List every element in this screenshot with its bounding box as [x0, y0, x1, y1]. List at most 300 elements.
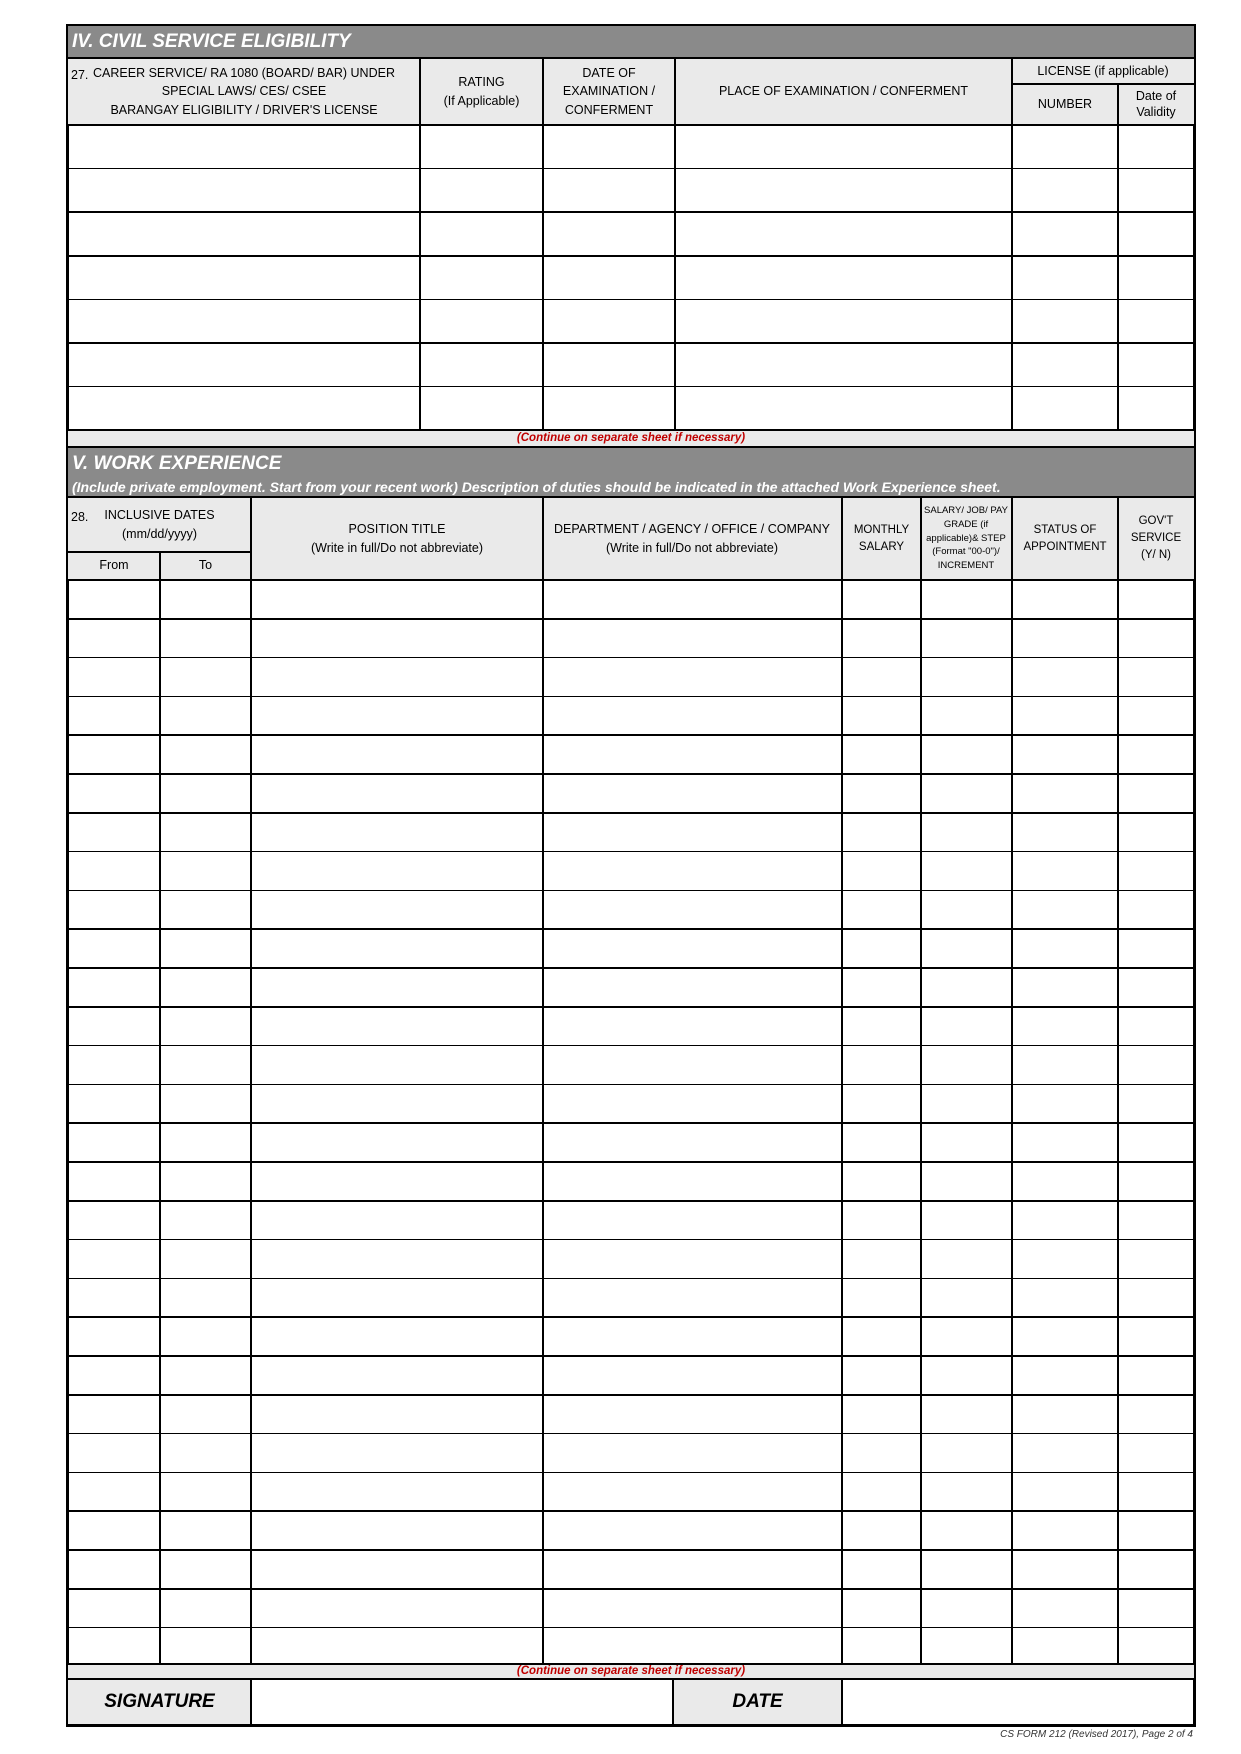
work-experience-cell[interactable] — [921, 1511, 1012, 1550]
work-experience-cell[interactable] — [251, 735, 543, 774]
work-experience-cell[interactable] — [1118, 1123, 1195, 1162]
work-experience-cell[interactable] — [842, 968, 921, 1007]
work-experience-cell[interactable] — [67, 1123, 160, 1162]
eligibility-cell[interactable] — [1118, 387, 1195, 431]
work-experience-cell[interactable] — [160, 1123, 251, 1162]
work-experience-cell[interactable] — [543, 1472, 842, 1511]
eligibility-cell[interactable] — [543, 256, 675, 300]
work-experience-cell[interactable] — [842, 1046, 921, 1085]
work-experience-cell[interactable] — [543, 929, 842, 968]
work-experience-cell[interactable] — [1118, 929, 1195, 968]
eligibility-cell[interactable] — [675, 169, 1012, 213]
work-experience-cell[interactable] — [921, 1550, 1012, 1589]
work-experience-cell[interactable] — [921, 774, 1012, 813]
eligibility-cell[interactable] — [420, 212, 543, 256]
work-experience-cell[interactable] — [543, 1240, 842, 1279]
work-experience-cell[interactable] — [921, 1434, 1012, 1473]
work-experience-cell[interactable] — [543, 1046, 842, 1085]
work-experience-cell[interactable] — [1012, 890, 1118, 929]
work-experience-cell[interactable] — [1012, 1395, 1118, 1434]
grade-line-4: (Format "00-0")/ — [932, 546, 1000, 558]
work-experience-cell[interactable] — [842, 813, 921, 852]
work-experience-cell[interactable] — [1118, 1007, 1195, 1046]
work-experience-cell[interactable] — [251, 658, 543, 697]
work-experience-cell[interactable] — [160, 929, 251, 968]
work-experience-cell[interactable] — [1118, 1511, 1195, 1550]
work-experience-cell[interactable] — [67, 1240, 160, 1279]
grade-line-5: INCREMENT — [937, 560, 995, 572]
work-experience-cell[interactable] — [1012, 619, 1118, 658]
work-experience-cell[interactable] — [921, 1162, 1012, 1201]
work-experience-cell[interactable] — [251, 1278, 543, 1317]
work-experience-cell[interactable] — [67, 1395, 160, 1434]
grid-line-h — [67, 1394, 1195, 1396]
work-experience-cell[interactable] — [1012, 1278, 1118, 1317]
work-experience-cell[interactable] — [251, 852, 543, 891]
work-experience-cell[interactable] — [543, 774, 842, 813]
work-experience-cell[interactable] — [251, 580, 543, 619]
work-experience-cell[interactable] — [842, 1628, 921, 1667]
work-experience-cell[interactable] — [160, 1084, 251, 1123]
work-experience-cell[interactable] — [921, 1628, 1012, 1667]
work-experience-cell[interactable] — [1118, 813, 1195, 852]
work-experience-cell[interactable] — [543, 1162, 842, 1201]
department-line-1: DEPARTMENT / AGENCY / OFFICE / COMPANY — [554, 522, 830, 537]
work-experience-cell[interactable] — [160, 774, 251, 813]
work-experience-cell[interactable] — [921, 1278, 1012, 1317]
grid-line-h — [67, 386, 1195, 388]
work-experience-cell[interactable] — [1118, 1201, 1195, 1240]
work-experience-cell[interactable] — [842, 1201, 921, 1240]
work-experience-cell[interactable] — [160, 1007, 251, 1046]
work-experience-cell[interactable] — [842, 619, 921, 658]
work-experience-cell[interactable] — [67, 890, 160, 929]
work-experience-cell[interactable] — [251, 1628, 543, 1667]
work-experience-cell[interactable] — [160, 1240, 251, 1279]
work-experience-cell[interactable] — [251, 1201, 543, 1240]
work-experience-cell[interactable] — [67, 1162, 160, 1201]
eligibility-cell[interactable] — [67, 169, 420, 213]
work-experience-cell[interactable] — [251, 1007, 543, 1046]
work-experience-cell[interactable] — [1012, 1201, 1118, 1240]
work-experience-cell[interactable] — [67, 1434, 160, 1473]
work-experience-cell[interactable] — [67, 619, 160, 658]
work-experience-cell[interactable] — [921, 658, 1012, 697]
eligibility-cell[interactable] — [420, 387, 543, 431]
work-experience-cell[interactable] — [842, 1472, 921, 1511]
work-experience-cell[interactable] — [1118, 696, 1195, 735]
work-experience-cell[interactable] — [1012, 1356, 1118, 1395]
work-experience-cell[interactable] — [251, 929, 543, 968]
work-experience-cell[interactable] — [543, 1007, 842, 1046]
work-experience-cell[interactable] — [67, 1278, 160, 1317]
eligibility-cell[interactable] — [1118, 299, 1195, 343]
work-experience-cell[interactable] — [67, 696, 160, 735]
work-experience-cell[interactable] — [67, 1007, 160, 1046]
work-experience-cell[interactable] — [1118, 968, 1195, 1007]
work-experience-cell[interactable] — [1012, 1434, 1118, 1473]
work-experience-cell[interactable] — [160, 580, 251, 619]
work-experience-cell[interactable] — [160, 1628, 251, 1667]
work-experience-cell[interactable] — [543, 1511, 842, 1550]
eligibility-cell[interactable] — [1012, 212, 1118, 256]
work-experience-cell[interactable] — [251, 1395, 543, 1434]
eligibility-cell[interactable] — [420, 169, 543, 213]
work-experience-cell[interactable] — [1012, 1550, 1118, 1589]
work-experience-cell[interactable] — [1012, 1007, 1118, 1046]
work-experience-cell[interactable] — [543, 1395, 842, 1434]
work-experience-cell[interactable] — [1118, 1628, 1195, 1667]
exam-date-line-2: EXAMINATION / — [562, 84, 656, 99]
work-experience-cell[interactable] — [1118, 1084, 1195, 1123]
work-experience-cell[interactable] — [1012, 1240, 1118, 1279]
salary-line-2: SALARY — [858, 540, 905, 553]
work-experience-cell[interactable] — [842, 696, 921, 735]
work-experience-cell[interactable] — [67, 580, 160, 619]
work-experience-cell[interactable] — [921, 1084, 1012, 1123]
eligibility-cell[interactable] — [420, 343, 543, 387]
work-experience-cell[interactable] — [160, 968, 251, 1007]
work-experience-cell[interactable] — [543, 1201, 842, 1240]
work-experience-cell[interactable] — [67, 658, 160, 697]
work-experience-cell[interactable] — [251, 1434, 543, 1473]
work-experience-cell[interactable] — [1118, 658, 1195, 697]
header-govt-service — [1118, 498, 1194, 579]
work-experience-cell[interactable] — [1118, 735, 1195, 774]
work-experience-cell[interactable] — [160, 1472, 251, 1511]
work-experience-cell[interactable] — [160, 735, 251, 774]
work-experience-cell[interactable] — [1012, 735, 1118, 774]
grid-line-v — [1117, 497, 1119, 1664]
work-experience-cell[interactable] — [543, 619, 842, 658]
work-experience-cell[interactable] — [67, 1356, 160, 1395]
work-experience-cell[interactable] — [543, 1123, 842, 1162]
eligibility-cell[interactable] — [543, 125, 675, 169]
work-experience-cell[interactable] — [251, 1550, 543, 1589]
work-experience-cell[interactable] — [543, 1084, 842, 1123]
work-experience-cell[interactable] — [251, 1589, 543, 1628]
eligibility-cell[interactable] — [67, 125, 420, 169]
work-experience-cell[interactable] — [1012, 929, 1118, 968]
eligibility-cell[interactable] — [1012, 299, 1118, 343]
work-experience-cell[interactable] — [67, 1046, 160, 1085]
work-experience-cell[interactable] — [1118, 1240, 1195, 1279]
work-experience-cell[interactable] — [921, 1046, 1012, 1085]
work-experience-cell[interactable] — [251, 774, 543, 813]
eligibility-cell[interactable] — [1118, 256, 1195, 300]
grid-line-h — [67, 1200, 1195, 1202]
work-experience-cell[interactable] — [842, 1162, 921, 1201]
work-experience-cell[interactable] — [160, 1395, 251, 1434]
work-experience-cell[interactable] — [251, 1356, 543, 1395]
eligibility-cell[interactable] — [1118, 212, 1195, 256]
work-experience-cell[interactable] — [1118, 852, 1195, 891]
work-experience-cell[interactable] — [251, 1511, 543, 1550]
work-experience-cell[interactable] — [921, 735, 1012, 774]
work-experience-cell[interactable] — [543, 696, 842, 735]
work-experience-cell[interactable] — [160, 1434, 251, 1473]
work-experience-cell[interactable] — [842, 1550, 921, 1589]
work-experience-cell[interactable] — [543, 813, 842, 852]
eligibility-cell[interactable] — [1012, 256, 1118, 300]
work-experience-cell[interactable] — [251, 1046, 543, 1085]
eligibility-cell[interactable] — [675, 212, 1012, 256]
work-experience-cell[interactable] — [67, 968, 160, 1007]
work-experience-cell[interactable] — [1012, 1317, 1118, 1356]
work-experience-cell[interactable] — [842, 1278, 921, 1317]
govt-line-3: (Y/ N) — [1140, 548, 1172, 561]
eligibility-cell[interactable] — [543, 212, 675, 256]
work-experience-cell[interactable] — [921, 929, 1012, 968]
signature-field[interactable] — [252, 1680, 672, 1724]
work-experience-cell[interactable] — [67, 1550, 160, 1589]
work-experience-cell[interactable] — [921, 1589, 1012, 1628]
work-experience-cell[interactable] — [251, 1123, 543, 1162]
work-experience-cell[interactable] — [251, 1162, 543, 1201]
work-experience-cell[interactable] — [160, 852, 251, 891]
work-experience-cell[interactable] — [1118, 1046, 1195, 1085]
work-experience-cell[interactable] — [842, 890, 921, 929]
eligibility-cell[interactable] — [67, 256, 420, 300]
work-experience-cell[interactable] — [1012, 1589, 1118, 1628]
work-experience-cell[interactable] — [842, 1084, 921, 1123]
work-experience-cell[interactable] — [1012, 1046, 1118, 1085]
work-experience-cell[interactable] — [67, 1317, 160, 1356]
work-experience-cell[interactable] — [842, 735, 921, 774]
work-experience-cell[interactable] — [1012, 1123, 1118, 1162]
header-salary-grade — [921, 498, 1011, 579]
work-experience-cell[interactable] — [67, 813, 160, 852]
work-experience-cell[interactable] — [543, 580, 842, 619]
work-experience-cell[interactable] — [842, 1123, 921, 1162]
grid-line-h — [67, 299, 1195, 301]
work-experience-cell[interactable] — [543, 1356, 842, 1395]
work-experience-cell[interactable] — [921, 852, 1012, 891]
work-experience-cell[interactable] — [921, 619, 1012, 658]
work-experience-cell[interactable] — [67, 1589, 160, 1628]
grid-line-v — [1117, 84, 1119, 430]
work-experience-cell[interactable] — [1012, 774, 1118, 813]
work-experience-cell[interactable] — [921, 1007, 1012, 1046]
work-experience-cell[interactable] — [1012, 1628, 1118, 1667]
position-line-2: (Write in full/Do not abbreviate) — [310, 540, 484, 555]
work-experience-cell[interactable] — [251, 890, 543, 929]
work-experience-cell[interactable] — [921, 1356, 1012, 1395]
work-experience-cell[interactable] — [921, 813, 1012, 852]
work-experience-cell[interactable] — [160, 1162, 251, 1201]
work-experience-cell[interactable] — [921, 1123, 1012, 1162]
work-experience-cell[interactable] — [1012, 1511, 1118, 1550]
work-experience-cell[interactable] — [842, 774, 921, 813]
eligibility-cell[interactable] — [543, 387, 675, 431]
work-experience-cell[interactable] — [1012, 968, 1118, 1007]
grid-line-h — [67, 124, 1195, 126]
work-experience-cell[interactable] — [1012, 1472, 1118, 1511]
work-experience-cell[interactable] — [160, 619, 251, 658]
work-experience-cell[interactable] — [1012, 852, 1118, 891]
eligibility-cell[interactable] — [543, 299, 675, 343]
work-experience-cell[interactable] — [1118, 1472, 1195, 1511]
eligibility-cell[interactable] — [420, 125, 543, 169]
work-experience-cell[interactable] — [1012, 1162, 1118, 1201]
eligibility-cell[interactable] — [1012, 343, 1118, 387]
grid-line-h — [67, 1510, 1195, 1512]
eligibility-cell[interactable] — [1012, 125, 1118, 169]
work-experience-cell[interactable] — [160, 1550, 251, 1589]
work-experience-cell[interactable] — [543, 852, 842, 891]
work-experience-cell[interactable] — [67, 1084, 160, 1123]
work-experience-cell[interactable] — [67, 852, 160, 891]
work-experience-cell[interactable] — [842, 1395, 921, 1434]
work-experience-cell[interactable] — [251, 813, 543, 852]
work-experience-cell[interactable] — [842, 852, 921, 891]
header-license-validity — [1118, 84, 1194, 124]
header-place: PLACE OF EXAMINATION / CONFERMENT — [675, 59, 1012, 124]
work-experience-cell[interactable] — [543, 1278, 842, 1317]
eligibility-cell[interactable] — [420, 256, 543, 300]
work-experience-cell[interactable] — [1118, 774, 1195, 813]
work-experience-cell[interactable] — [67, 1472, 160, 1511]
work-experience-cell[interactable] — [160, 1317, 251, 1356]
work-experience-cell[interactable] — [67, 774, 160, 813]
work-experience-cell[interactable] — [160, 658, 251, 697]
work-experience-cell[interactable] — [543, 890, 842, 929]
work-experience-cell[interactable] — [1012, 696, 1118, 735]
work-experience-cell[interactable] — [1118, 1395, 1195, 1434]
work-experience-cell[interactable] — [543, 1550, 842, 1589]
work-experience-cell[interactable] — [921, 1240, 1012, 1279]
eligibility-cell[interactable] — [675, 256, 1012, 300]
work-experience-cell[interactable] — [251, 1317, 543, 1356]
work-experience-cell[interactable] — [543, 1434, 842, 1473]
work-experience-cell[interactable] — [67, 1511, 160, 1550]
work-experience-cell[interactable] — [921, 1472, 1012, 1511]
work-experience-cell[interactable] — [543, 1589, 842, 1628]
work-experience-cell[interactable] — [543, 1628, 842, 1667]
work-experience-cell[interactable] — [921, 890, 1012, 929]
work-experience-cell[interactable] — [921, 968, 1012, 1007]
work-experience-cell[interactable] — [1118, 619, 1195, 658]
work-experience-cell[interactable] — [1012, 658, 1118, 697]
work-experience-cell[interactable] — [842, 1589, 921, 1628]
work-experience-cell[interactable] — [842, 929, 921, 968]
work-experience-cell[interactable] — [251, 1472, 543, 1511]
work-experience-cell[interactable] — [842, 1511, 921, 1550]
grid-line-h — [67, 1433, 1195, 1435]
work-experience-cell[interactable] — [842, 580, 921, 619]
work-experience-cell[interactable] — [67, 1628, 160, 1667]
work-experience-cell[interactable] — [160, 1589, 251, 1628]
work-experience-cell[interactable] — [1118, 1356, 1195, 1395]
work-experience-cell[interactable] — [1118, 1589, 1195, 1628]
work-experience-cell[interactable] — [251, 1084, 543, 1123]
work-experience-cell[interactable] — [921, 696, 1012, 735]
eligibility-cell[interactable] — [1012, 387, 1118, 431]
work-experience-cell[interactable] — [251, 619, 543, 658]
eligibility-cell[interactable] — [1118, 343, 1195, 387]
eligibility-cell[interactable] — [543, 169, 675, 213]
eligibility-cell[interactable] — [1118, 169, 1195, 213]
grid-line-h — [67, 1006, 1195, 1008]
work-experience-cell[interactable] — [921, 1395, 1012, 1434]
eligibility-cell[interactable] — [67, 212, 420, 256]
eligibility-cell[interactable] — [67, 343, 420, 387]
grid-line-h — [67, 851, 1195, 853]
eligibility-cell[interactable] — [675, 387, 1012, 431]
work-experience-cell[interactable] — [921, 1201, 1012, 1240]
work-experience-cell[interactable] — [160, 1356, 251, 1395]
grid-line-v — [841, 1679, 844, 1726]
work-experience-cell[interactable] — [1012, 813, 1118, 852]
eligibility-cell[interactable] — [67, 387, 420, 431]
exam-date-line-3: CONFERMENT — [564, 102, 654, 117]
work-experience-cell[interactable] — [842, 658, 921, 697]
work-experience-cell[interactable] — [543, 968, 842, 1007]
work-experience-cell[interactable] — [543, 735, 842, 774]
grid-line-h — [67, 657, 1195, 659]
work-experience-cell[interactable] — [1118, 1317, 1195, 1356]
grid-line-h — [67, 734, 1195, 736]
grid-line-v — [841, 497, 843, 1664]
eligibility-line-2: SPECIAL LAWS/ CES/ CSEE — [161, 84, 327, 99]
work-experience-cell[interactable] — [921, 580, 1012, 619]
work-experience-cell[interactable] — [67, 929, 160, 968]
work-experience-cell[interactable] — [1118, 1434, 1195, 1473]
work-experience-cell[interactable] — [251, 696, 543, 735]
work-experience-cell[interactable] — [160, 696, 251, 735]
work-experience-cell[interactable] — [160, 1201, 251, 1240]
eligibility-cell[interactable] — [1012, 169, 1118, 213]
work-experience-cell[interactable] — [1118, 1278, 1195, 1317]
work-experience-cell[interactable] — [160, 890, 251, 929]
work-experience-cell[interactable] — [1012, 580, 1118, 619]
eligibility-cell[interactable] — [420, 299, 543, 343]
work-experience-cell[interactable] — [1118, 890, 1195, 929]
work-experience-cell[interactable] — [67, 735, 160, 774]
work-experience-cell[interactable] — [1012, 1084, 1118, 1123]
work-experience-cell[interactable] — [1118, 1162, 1195, 1201]
work-experience-cell[interactable] — [842, 1434, 921, 1473]
eligibility-cell[interactable] — [67, 299, 420, 343]
work-experience-cell[interactable] — [251, 968, 543, 1007]
work-experience-cell[interactable] — [1118, 580, 1195, 619]
eligibility-cell[interactable] — [675, 343, 1012, 387]
work-experience-cell[interactable] — [842, 1240, 921, 1279]
grid-line-h — [67, 1316, 1195, 1318]
work-experience-cell[interactable] — [842, 1007, 921, 1046]
work-experience-cell[interactable] — [160, 1278, 251, 1317]
work-experience-cell[interactable] — [1118, 1550, 1195, 1589]
work-experience-cell[interactable] — [160, 1046, 251, 1085]
work-experience-cell[interactable] — [842, 1317, 921, 1356]
grid-line-h — [67, 1627, 1195, 1629]
work-experience-cell[interactable] — [67, 1201, 160, 1240]
position-line-1: POSITION TITLE — [348, 522, 446, 537]
header-inclusive-dates — [68, 498, 251, 552]
work-experience-cell[interactable] — [921, 1317, 1012, 1356]
eligibility-cell[interactable] — [675, 299, 1012, 343]
work-experience-cell[interactable] — [842, 1356, 921, 1395]
date-field[interactable] — [842, 1680, 1194, 1724]
work-experience-cell[interactable] — [160, 1511, 251, 1550]
work-experience-cell[interactable] — [251, 1240, 543, 1279]
eligibility-cell[interactable] — [543, 343, 675, 387]
work-experience-cell[interactable] — [160, 813, 251, 852]
eligibility-cell[interactable] — [1118, 125, 1195, 169]
work-experience-cell[interactable] — [543, 1317, 842, 1356]
eligibility-cell[interactable] — [675, 125, 1012, 169]
work-experience-cell[interactable] — [543, 658, 842, 697]
